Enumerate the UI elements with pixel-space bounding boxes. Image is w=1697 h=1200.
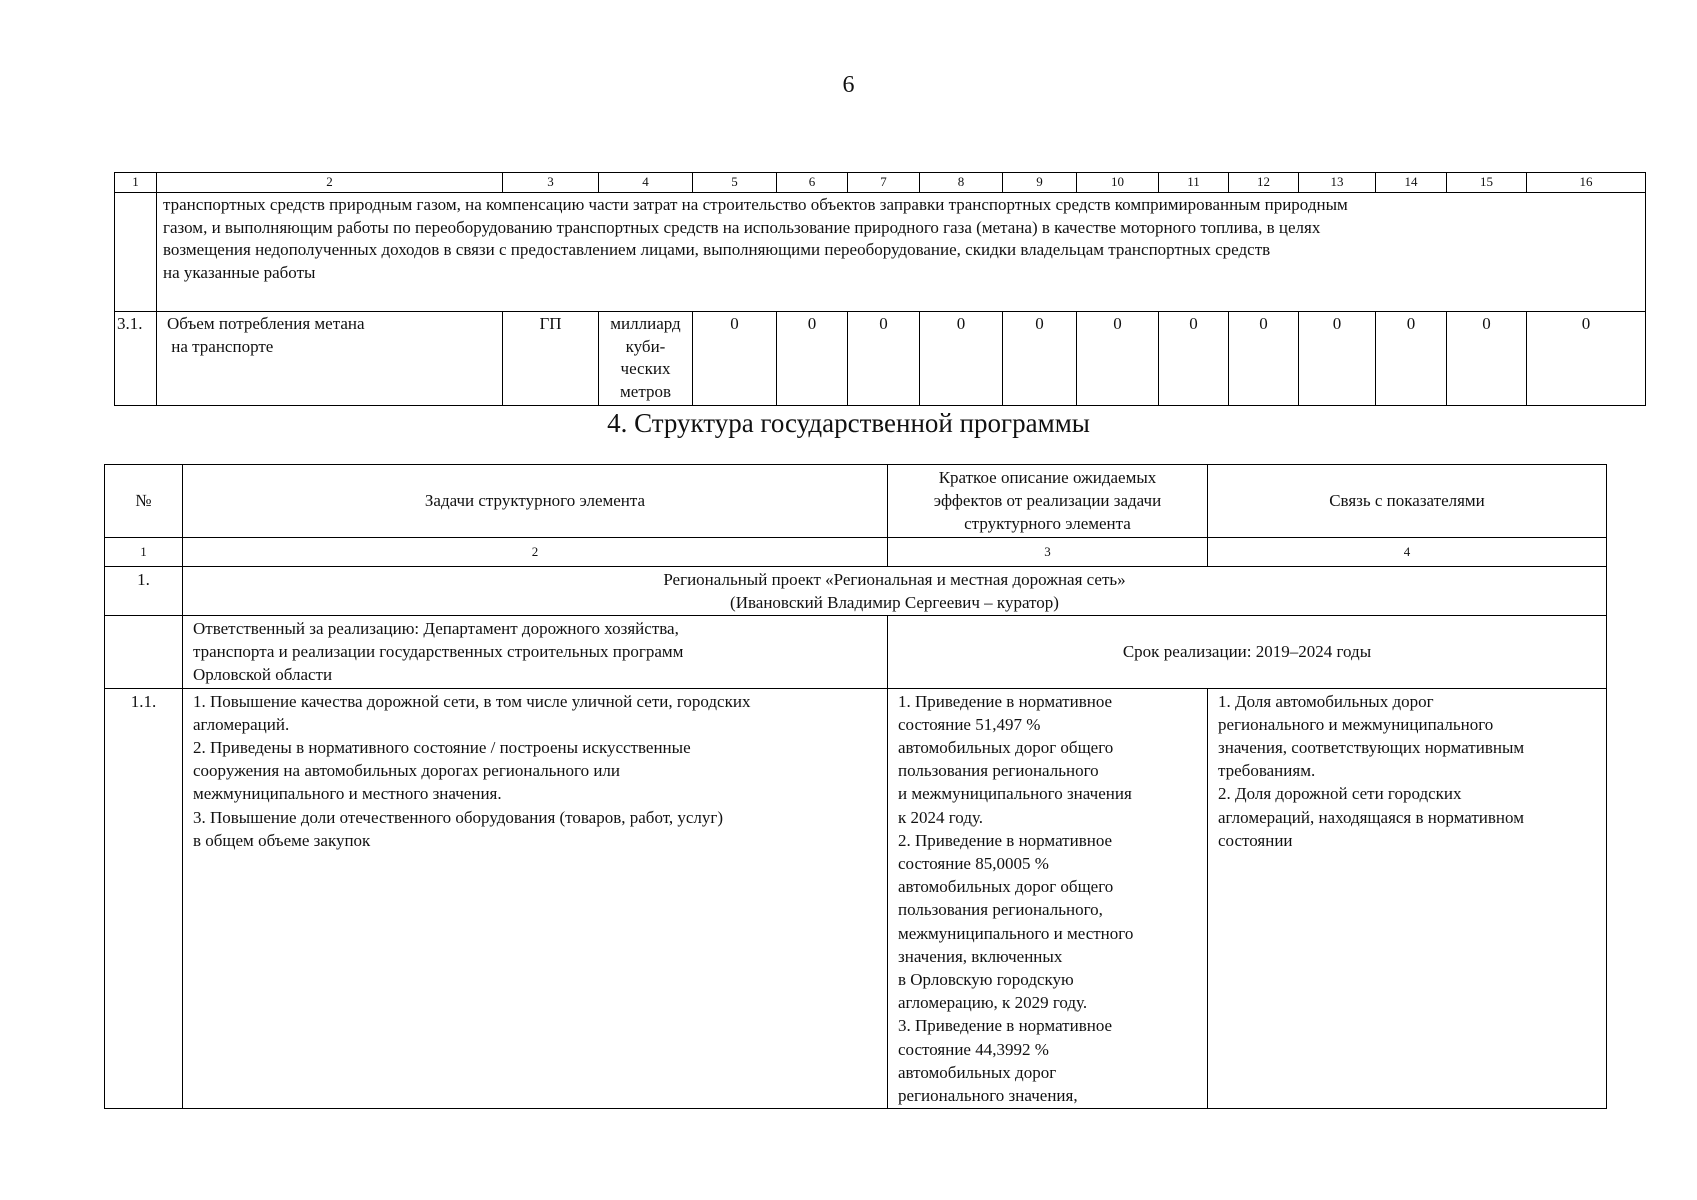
indicator-value: 0 xyxy=(1447,312,1527,406)
indicator-line: 1. Доля автомобильных дорог xyxy=(1218,691,1434,711)
indicator-value: 0 xyxy=(1527,312,1646,406)
effect-line: и межмуниципального значения xyxy=(898,784,1132,804)
effect-line: пользования регионального, xyxy=(898,900,1103,920)
expected-effects xyxy=(888,688,1208,1109)
section-title: 4. Структура государственной программы xyxy=(607,408,1090,438)
indicator-table xyxy=(114,172,1646,406)
effect-line: автомобильных дорог xyxy=(898,1062,1057,1082)
responsible-line: Орловской области xyxy=(193,665,333,685)
task-line: межмуниципального и местного значения. xyxy=(193,784,502,804)
indicator-row xyxy=(115,312,1646,406)
effect-line: состояние 51,497 % xyxy=(898,714,1041,734)
task-list xyxy=(183,688,888,1109)
indicator-value: 0 xyxy=(1376,312,1447,406)
effect-line: агломерацию, к 2029 году. xyxy=(898,993,1088,1013)
task-line: сооружения на автомобильных дорогах регионального или xyxy=(193,761,621,781)
header-effects-line: структурного элемента xyxy=(964,514,1131,534)
column-number-row xyxy=(105,537,1607,566)
indicator-value: 0 xyxy=(1003,312,1077,406)
indicator-value: 0 xyxy=(1229,312,1299,406)
note-line: возмещения недополученных доходов в связи с предоставлением лицами, выполняющими переоборудование, скидки владельцам транспортных средств xyxy=(163,240,1271,259)
task-row xyxy=(105,688,1607,1109)
column-number: 3 xyxy=(503,173,599,193)
header-effects-line: Краткое описание ожидаемых xyxy=(938,468,1157,487)
column-number: 4 xyxy=(1208,537,1607,566)
unit-line: метров xyxy=(620,381,671,401)
indicator-name-line: на транспорте xyxy=(167,336,274,356)
indicator-line: требованиям. xyxy=(1218,761,1316,781)
indicator-line: 2. Доля дорожной сети городских xyxy=(1218,784,1462,804)
header-number: № xyxy=(105,465,183,538)
implementation-term: Срок реализации: 2019–2024 годы xyxy=(888,616,1607,689)
column-number: 3 xyxy=(888,537,1208,566)
task-line: 2. Приведены в нормативного состояние / построены искусственные xyxy=(193,738,691,758)
indicator-line: значения, соответствующих нормативным xyxy=(1218,738,1525,758)
effect-line: автомобильных дорог общего xyxy=(898,738,1114,758)
note-line: транспортных средств природным газом, на компенсацию части затрат на строительство объектов заправки транспортных средств компримированным природным xyxy=(163,195,1348,214)
column-number: 2 xyxy=(157,173,503,193)
project-title xyxy=(183,566,1607,615)
column-number: 4 xyxy=(599,173,693,193)
effect-line: 1. Приведение в нормативное xyxy=(898,691,1113,711)
indicator-value: 0 xyxy=(777,312,848,406)
task-line: 3. Повышение доли отечественного оборудования (товаров, работ, услуг) xyxy=(193,807,724,827)
note-row xyxy=(115,193,1646,312)
header-indicators: Связь с показателями xyxy=(1208,465,1607,538)
project-title-line: Региональный проект «Региональная и местная дорожная сеть» xyxy=(663,569,1126,589)
project-title-line: (Ивановский Владимир Сергеевич – куратор) xyxy=(730,592,1059,612)
responsible-department xyxy=(183,616,888,689)
unit-line: ческих xyxy=(620,359,671,378)
header-tasks: Задачи структурного элемента xyxy=(183,465,888,538)
effect-line: к 2024 году. xyxy=(898,807,984,827)
indicator-unit xyxy=(599,312,693,406)
note-line: на указанные работы xyxy=(163,262,316,282)
effect-line: состояние 85,0005 % xyxy=(898,854,1049,874)
effect-line: 3. Приведение в нормативное xyxy=(898,1016,1113,1036)
effect-line: значения, включенных xyxy=(898,946,1063,966)
column-number: 11 xyxy=(1159,173,1229,193)
column-number: 1 xyxy=(105,537,183,566)
indicator-value: 0 xyxy=(848,312,920,406)
column-number-row xyxy=(115,173,1646,193)
task-number: 1.1. xyxy=(105,688,183,1109)
unit-line: куби- xyxy=(625,336,666,356)
project-number: 1. xyxy=(105,566,183,615)
column-number: 10 xyxy=(1077,173,1159,193)
header-row xyxy=(105,465,1607,538)
empty-cell xyxy=(105,616,183,689)
header-effects-line: эффектов от реализации задачи xyxy=(933,491,1162,511)
column-number: 12 xyxy=(1229,173,1299,193)
structure-table xyxy=(104,464,1607,1109)
indicator-level: ГП xyxy=(503,312,599,406)
effect-line: пользования регионального xyxy=(898,761,1099,781)
task-line: агломераций. xyxy=(193,714,290,734)
effect-line: регионального значения, xyxy=(898,1086,1078,1106)
column-number: 15 xyxy=(1447,173,1527,193)
subsidy-note xyxy=(157,193,1646,312)
column-number: 2 xyxy=(183,537,888,566)
note-line: газом, и выполняющим работы по переоборудованию транспортных средств на использование природного газа (метана) в качестве моторного топлива, в целях xyxy=(163,217,1321,237)
indicator-line: состоянии xyxy=(1218,830,1293,850)
indicator-value: 0 xyxy=(693,312,777,406)
indicator-name-line: Объем потребления метана xyxy=(167,314,365,333)
linked-indicators xyxy=(1208,688,1607,1109)
column-number: 7 xyxy=(848,173,920,193)
empty-cell xyxy=(115,193,157,312)
responsible-line: Ответственный за реализацию: Департамент дорожного хозяйства, xyxy=(193,619,679,639)
indicator-line: регионального и межмуниципального xyxy=(1218,714,1494,734)
column-number: 13 xyxy=(1299,173,1376,193)
effect-line: автомобильных дорог общего xyxy=(898,877,1114,897)
unit-line: миллиард xyxy=(610,314,681,333)
responsible-line: транспорта и реализации государственных строительных программ xyxy=(193,642,684,662)
indicator-value: 0 xyxy=(1077,312,1159,406)
column-number: 16 xyxy=(1527,173,1646,193)
column-number: 1 xyxy=(115,173,157,193)
indicator-value: 0 xyxy=(1299,312,1376,406)
page-number: 6 xyxy=(842,72,855,98)
effect-line: состояние 44,3992 % xyxy=(898,1039,1049,1059)
indicator-number: 3.1. xyxy=(115,312,157,406)
column-number: 9 xyxy=(1003,173,1077,193)
column-number: 8 xyxy=(920,173,1003,193)
indicator-value: 0 xyxy=(920,312,1003,406)
indicator-value: 0 xyxy=(1159,312,1229,406)
indicator-line: агломераций, находящаяся в нормативном xyxy=(1218,807,1524,827)
responsible-row xyxy=(105,616,1607,689)
effect-line: межмуниципального и местного xyxy=(898,923,1134,943)
column-number: 14 xyxy=(1376,173,1447,193)
effect-line: 2. Приведение в нормативное xyxy=(898,830,1113,850)
task-line: 1. Повышение качества дорожной сети, в том числе уличной сети, городских xyxy=(193,691,751,711)
column-number: 5 xyxy=(693,173,777,193)
project-row xyxy=(105,566,1607,615)
header-effects xyxy=(888,465,1208,538)
effect-line: в Орловскую городскую xyxy=(898,970,1074,990)
column-number: 6 xyxy=(777,173,848,193)
task-line: в общем объеме закупок xyxy=(193,830,371,850)
indicator-name xyxy=(157,312,503,406)
